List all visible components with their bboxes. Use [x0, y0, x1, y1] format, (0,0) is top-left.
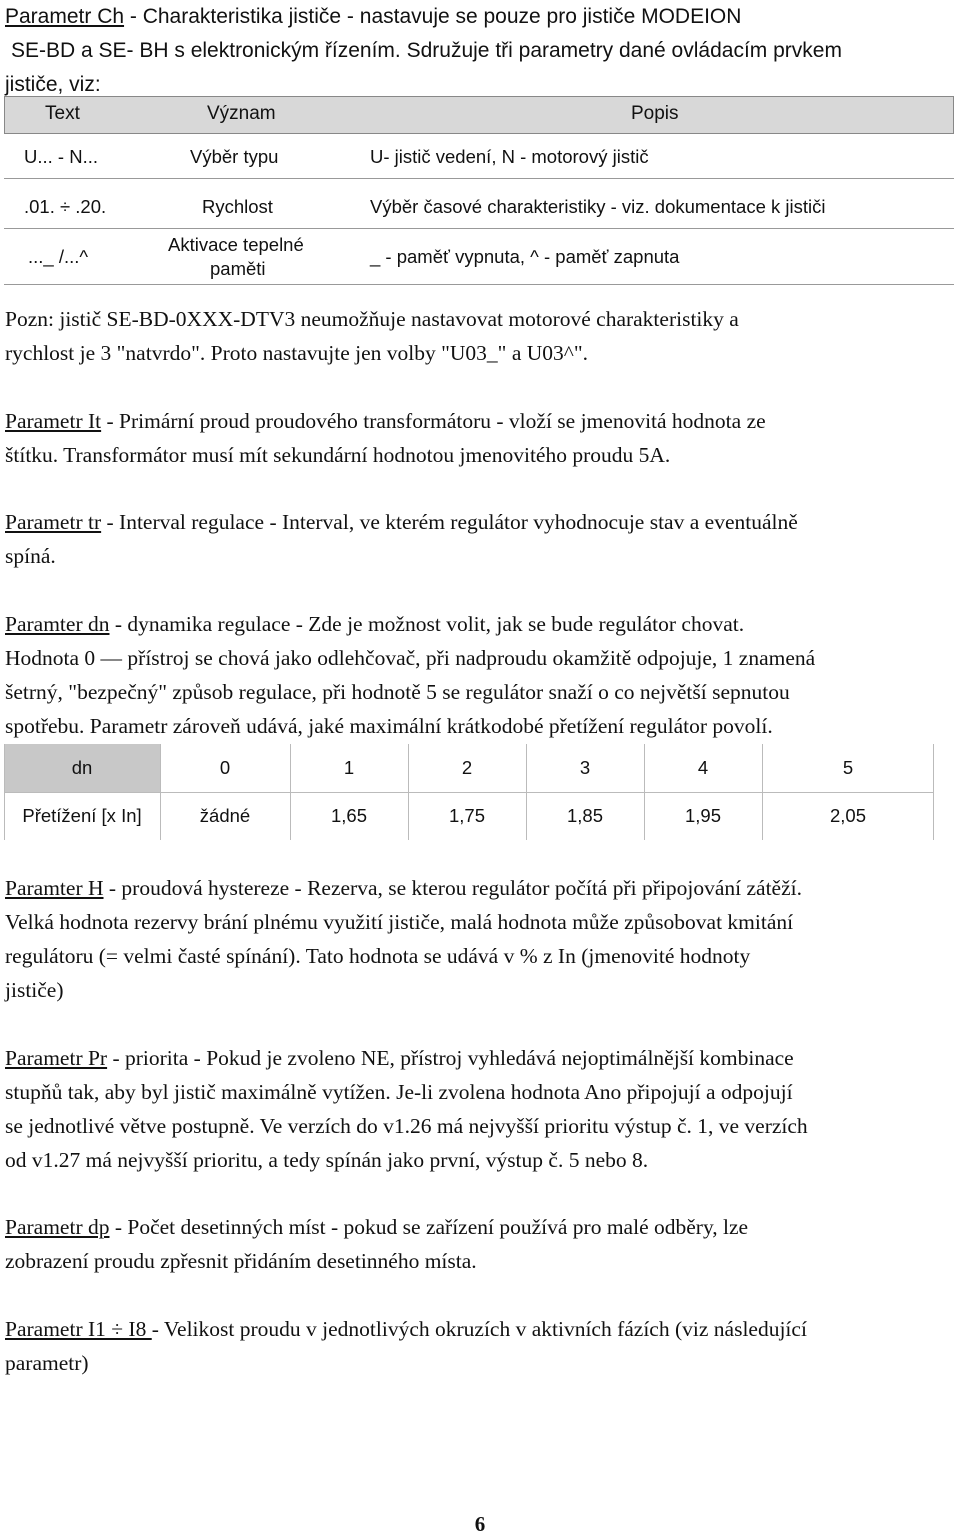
pozn-line2: rychlost je 3 "natvrdo". Proto nastavujte jen volby "U03_" a U03^".	[5, 341, 589, 365]
table1-cell-meaning: Rychlost	[202, 196, 273, 217]
table2-row-label: Přetížení [x In]	[22, 805, 142, 826]
pr-line3: se jednotlivé větve postupně. Ve verzích do v1.26 má nejvyšší prioritu výstup č. 1, ve verzích	[5, 1114, 808, 1138]
table1-cell-text: U... - N...	[24, 146, 98, 167]
table1-divider	[4, 228, 954, 229]
page-number: 6	[474, 1512, 486, 1536]
table2-divider	[526, 744, 527, 840]
it-label: Parametr It	[5, 409, 102, 433]
table1-header-meaning: Význam	[207, 103, 276, 124]
it-line2: štítku. Transformátor musí mít sekundární hodnotou jmenovitého proudu 5A.	[5, 443, 671, 467]
table2-header-label: dn	[4, 744, 160, 792]
table1-cell-desc: U- jistič vedení, N - motorový jistič	[370, 146, 649, 167]
ch-label: Parametr Ch	[5, 5, 125, 28]
table2-divider	[290, 744, 291, 840]
dp-paragraph	[5, 1210, 957, 1278]
dn-line1: - dynamika regulace - Zde je možnost volit, jak se bude regulátor chovat.	[109, 612, 745, 636]
i18-line2: parametr)	[5, 1351, 89, 1375]
dn-line3: šetrný, "bezpečný" způsob regulace, při hodnotě 5 se regulátor snaží o co největší sepnutou	[5, 680, 790, 704]
table2-divider	[408, 744, 409, 840]
table1-divider	[4, 178, 954, 179]
table2-header-value: 2	[461, 757, 473, 778]
tr-line2: spíná.	[5, 544, 56, 568]
dn-label: Paramter dn	[5, 612, 110, 636]
dn-paragraph	[5, 607, 957, 743]
dn-overload-table	[4, 744, 934, 840]
dn-line2: Hodnota 0 — přístroj se chová jako odlehčovač, při nadproudu okamžitě odpojuje, 1 znamená	[5, 646, 816, 670]
tr-paragraph	[5, 505, 957, 573]
i18-line1: - Velikost proudu v jednotlivých okruzích v aktivních fázích (viz následující	[151, 1317, 807, 1341]
pr-paragraph	[5, 1041, 957, 1177]
pr-line1: - priorita - Pokud je zvoleno NE, přístroj vyhledává nejoptimálnější kombinace	[107, 1046, 794, 1070]
h-line1: - proudová hystereze - Rezerva, se kterou regulátor počítá při připojování zátěží.	[103, 876, 802, 900]
dn-line4: spotřebu. Parametr zároveň udává, jaké maximální krátkodobé přetížení regulátor povolí.	[5, 714, 773, 738]
pr-line4: od v1.27 má nejvyšší prioritu, a tedy spínán jako první, výstup č. 5 nebo 8.	[5, 1148, 649, 1172]
h-paragraph	[5, 871, 957, 1007]
table2-divider	[644, 744, 645, 840]
table2-header-value: 4	[697, 757, 709, 778]
table2-header-value: 1	[343, 757, 355, 778]
table2-row-value: 2,05	[829, 805, 866, 826]
it-line1: - Primární proud proudového transformátoru - vloží se jmenovitá hodnota ze	[101, 409, 766, 433]
pr-label: Parametr Pr	[5, 1046, 108, 1070]
pozn-line1: Pozn: jistič SE-BD-0XXX-DTV3 neumožňuje nastavovat motorové charakteristiky a	[5, 307, 739, 331]
h-line4: jističe)	[5, 978, 64, 1002]
table2-divider	[762, 744, 763, 840]
pozn-paragraph	[5, 302, 957, 370]
table2-row-value: 1,85	[566, 805, 603, 826]
table1-header-desc: Popis	[631, 103, 679, 124]
table2-divider	[933, 744, 934, 840]
table1-cell-text: ..._ /...^	[28, 246, 89, 267]
table2-row-value: 1,75	[448, 805, 485, 826]
tr-line1: - Interval regulace - Interval, ve kterém regulátor vyhodnocuje stav a eventuálně	[101, 510, 798, 534]
ch-line1: - Charakteristika jističe - nastavuje se pouze pro jističe MODEION	[124, 5, 742, 28]
table2-row-value: 1,95	[684, 805, 721, 826]
table1-cell-meaning: Výběr typu	[190, 146, 279, 167]
table2-row-value: 1,65	[330, 805, 367, 826]
h-label: Paramter H	[5, 876, 104, 900]
table2-header-value: 3	[579, 757, 591, 778]
pr-line2: stupňů tak, aby byl jistič maximálně vytížen. Je-li zvolena hodnota Ano připojují a odpojují	[5, 1080, 793, 1104]
h-line2: Velká hodnota rezervy brání plnému využití jističe, malá hodnota může způsobovat kmitání	[5, 910, 794, 934]
i18-label: Parametr I1 ÷ I8	[5, 1317, 152, 1341]
table2-divider	[4, 744, 5, 840]
table2-divider	[4, 792, 934, 793]
table1-cell-text: .01. ÷ .20.	[24, 196, 107, 217]
dp-label: Parametr dp	[5, 1215, 110, 1239]
table2-header-value: 0	[219, 757, 231, 778]
dp-line2: zobrazení proudu zpřesnit přidáním desetinného místa.	[5, 1249, 477, 1273]
table1-header-text: Text	[45, 103, 80, 124]
table1-header	[4, 96, 954, 134]
table1-cell-meaning-line1: Aktivace tepelné	[168, 234, 304, 255]
dp-line1: - Počet desetinných míst - pokud se zařízení používá pro malé odběry, lze	[109, 1215, 749, 1239]
table1-divider	[4, 284, 954, 285]
h-line3: regulátoru (= velmi časté spínání). Tato hodnota se udává v % z In (jmenovité hodnoty	[5, 944, 751, 968]
table2-header-value: 5	[842, 757, 854, 778]
ch-line3: jističe, viz:	[5, 73, 101, 96]
table2-row-value: žádné	[199, 805, 251, 826]
it-paragraph	[5, 404, 957, 472]
table2-divider	[160, 744, 161, 840]
tr-label: Parametr tr	[5, 510, 102, 534]
table1-cell-desc: Výběr časové charakteristiky - viz. dokumentace k jističi	[370, 196, 826, 217]
ch-paragraph	[5, 0, 957, 102]
table1-cell-desc: _ - paměť vypnuta, ^ - paměť zapnuta	[370, 246, 680, 267]
i18-paragraph	[5, 1312, 957, 1380]
ch-line2: SE-BD a SE- BH s elektronickým řízením. Sdružuje tři parametry dané ovládacím prvkem	[11, 39, 842, 62]
table1-cell-meaning-line2: paměti	[210, 258, 266, 279]
